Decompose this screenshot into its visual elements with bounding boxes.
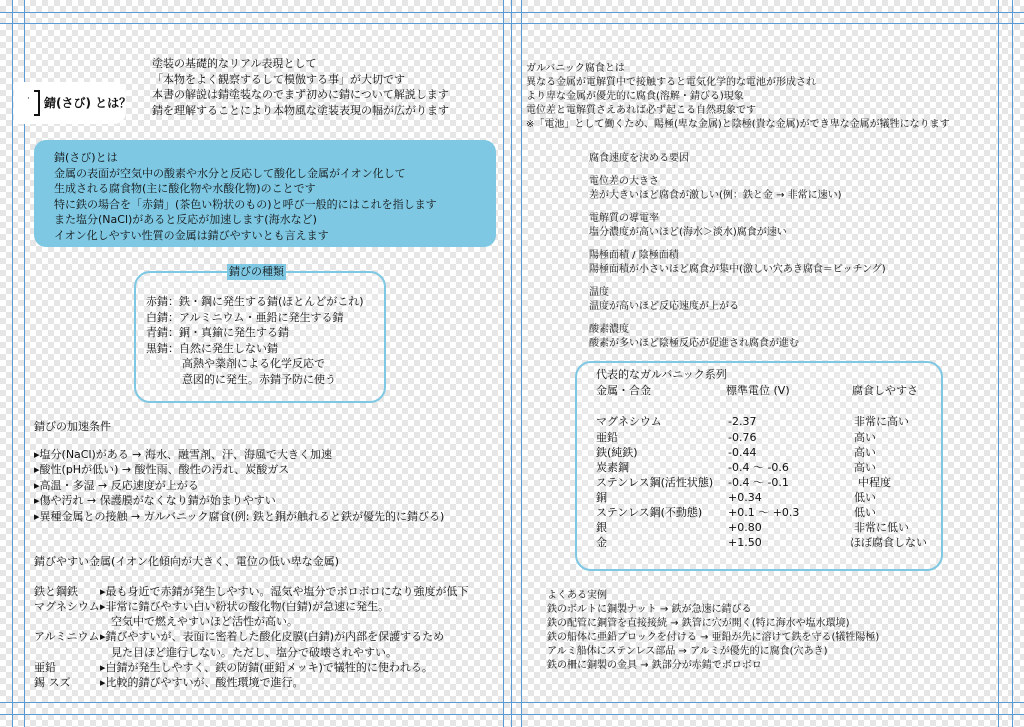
metal-desc: ▸比較的錆びやすいが、酸性環境で進行。 <box>100 676 304 690</box>
factor-name: 陽極面積 / 陰極面積 <box>589 250 679 261</box>
example-item: 鉄の配管に銅管を直接接続 → 鉄管に穴が開く(特に海水や塩水環境) <box>547 618 850 629</box>
factor-name: 電位差の大きさ <box>589 176 659 187</box>
guide-line <box>0 702 1024 703</box>
table-cell: 中程度 <box>858 476 891 489</box>
guide-line <box>511 0 512 727</box>
factors-section <box>589 152 886 351</box>
table-row <box>596 520 936 535</box>
example-item: 鉄の柵に銅製の金具 → 鉄部分が赤錆でボロボロ <box>547 660 762 671</box>
intro-text <box>152 56 449 118</box>
table-header-cell: 金属・合金 <box>596 384 651 397</box>
metal-row <box>34 584 469 599</box>
acceleration-item: ▸異種金属との接触 → ガルバニック腐食(例: 鉄と銅が触れると鉄が優先的に錆びる) <box>34 509 445 523</box>
table-row <box>596 430 936 445</box>
rust-type-item: 青錆：銅・真鍮に発生する錆 <box>146 326 289 339</box>
factor-name: 酸素濃度 <box>589 324 629 335</box>
table-cell: 金 <box>596 536 607 549</box>
metal-name: アルミニウム <box>34 630 100 644</box>
definition-line: 特に鉄の場合を「赤錆」(茶色い粉状のもの)と呼び一般的にはこれを指します <box>54 197 437 211</box>
metal-desc: ▸白錆が発生しやすく、鉄の防錆(亜鉛メッキ)で犠牲的に使われる。 <box>100 660 433 674</box>
metals-section <box>34 554 469 691</box>
heading-bracket <box>34 90 40 116</box>
definition-line: イオン化しやすい性質の金属は錆びやすいとも言えます <box>54 228 329 242</box>
table-cell: 高い <box>854 431 876 444</box>
table-cell: -0.4 〜 -0.1 <box>728 476 789 489</box>
acceleration-item: ▸高温・多湿 → 反応速度が上がる <box>34 478 199 492</box>
metal-desc: 見た目ほど進行しない。ただし、塩分で破壊されやすい。 <box>100 645 397 659</box>
rust-type-item: 赤錆：鉄・鋼に発生する錆(ほとんどがこれ) <box>146 295 364 308</box>
acceleration-item: ▸傷や汚れ → 保護膜がなくなり錆が始まりやすい <box>34 494 276 507</box>
table-cell: 高い <box>854 446 876 459</box>
galvanic-line: より卑な金属が優先的に腐食(溶解・錆びる)現象 <box>526 91 744 102</box>
series-table-title: 代表的なガルバニック系列 <box>596 368 727 381</box>
table-cell: 炭素鋼 <box>596 461 629 474</box>
metal-desc: ▸非常に錆びやすい白い粉状の酸化物(白錆)が急速に発生。 <box>100 599 390 613</box>
table-cell: ほぼ腐食しない <box>850 536 927 549</box>
table-cell: マグネシウム <box>596 415 662 428</box>
factors-title: 腐食速度を決める要因 <box>589 153 689 164</box>
metal-name: マグネシウム <box>34 599 100 613</box>
intro-line: 本書の解説は錆塗装なのでまず初めに錆について解説します <box>152 88 449 101</box>
metal-name <box>34 614 100 629</box>
definition-line: 金属の表面が空気中の酸素や水分と反応して酸化し金属がイオン化して <box>54 166 406 180</box>
acceleration-item: ▸酸性(pHが低い) → 酸性雨、酸性の汚れ、炭酸ガス <box>34 463 290 476</box>
definition-line: 生成される腐食物(主に酸化物や水酸化物)のことです <box>54 182 316 195</box>
guide-line <box>0 714 1024 715</box>
factor-desc: 差が大きいほど腐食が激しい(例：鉄と金 → 非常に速い) <box>589 190 842 201</box>
metal-row <box>34 629 469 644</box>
table-row <box>596 460 936 475</box>
table-cell: +0.80 <box>728 521 762 534</box>
intro-line: 錆を理解することにより本物風な塗装表現の幅が広がります <box>152 103 449 117</box>
definition-line: 錆(さび)とは <box>54 151 118 164</box>
factor-desc: 陽極面積が小さいほど腐食が集中(激しい穴あき腐食＝ピッチング) <box>589 264 886 275</box>
example-item: 鉄の船体に亜鉛ブロックを付ける → 亜鉛が先に溶けて鉄を守る(犠牲陽極) <box>547 632 880 643</box>
metal-name: 亜鉛 <box>34 660 56 674</box>
galvanic-line: 異なる金属が電解質中で接触すると電気化学的な電池が形成され <box>526 77 816 88</box>
table-cell: 鉄(純鉄) <box>596 446 638 459</box>
galvanic-section <box>526 62 950 132</box>
table-header-cell: 標準電位 (V) <box>726 384 790 397</box>
table-cell: 銅 <box>596 491 607 504</box>
table-row <box>596 445 936 460</box>
table-cell: ステンレス鋼(不動態) <box>596 506 703 519</box>
guide-line <box>998 0 999 727</box>
table-cell: 亜鉛 <box>596 431 618 444</box>
table-cell: 高い <box>854 461 876 474</box>
table-cell: -0.44 <box>728 446 757 459</box>
rust-types-title: 錆びの種類 <box>229 265 284 278</box>
metals-title: 錆びやすい金属(イオン化傾向が大きく、電位の低い卑な金属) <box>34 555 340 568</box>
metal-row <box>34 675 469 690</box>
galvanic-line: ※「電池」として働くため、陽極(卑な金属)と陰極(貴な金属)ができ卑な金属が犠牲になります <box>526 119 950 130</box>
table-cell: -0.76 <box>728 431 757 444</box>
metal-desc: 空気中で燃えやすいほど活性が高い。 <box>100 615 298 629</box>
factor-desc: 酸素が多いほど陰極反応が促進され腐食が進む <box>589 338 799 349</box>
metal-row <box>34 645 469 660</box>
definition-text <box>54 150 437 243</box>
guide-line <box>503 0 504 727</box>
galvanic-line: 電位差と電解質さえあれば必ず起こる自然現象です <box>526 105 756 116</box>
table-cell: 低い <box>854 506 876 519</box>
metal-row <box>34 614 469 629</box>
examples-section <box>547 589 879 673</box>
metal-name: 錫 スズ <box>34 676 71 690</box>
factor-desc: 温度が高いほど反応速度が上がる <box>589 301 739 312</box>
table-cell: 非常に低い <box>854 521 909 534</box>
metal-name: 鉄と鋼鉄 <box>34 584 78 598</box>
guide-line <box>1012 0 1013 727</box>
definition-line: また塩分(NaCl)があると反応が加速します(海水など) <box>54 213 317 226</box>
metal-row <box>34 660 469 675</box>
table-row <box>596 535 936 550</box>
table-header-row <box>596 383 936 398</box>
rust-type-item: 白錆：アルミニウム・亜鉛に発生する錆 <box>146 310 344 324</box>
galvanic-line: ガルバニック腐食とは <box>526 63 625 74</box>
metal-row <box>34 599 469 614</box>
example-item: 鉄のボルトに銅製ナット → 鉄が急速に錆びる <box>547 604 752 615</box>
table-cell: ステンレス鋼(活性状態) <box>596 476 714 489</box>
acceleration-section <box>34 419 444 524</box>
table-row <box>596 475 936 490</box>
table-header-cell: 腐食しやすさ <box>852 384 918 397</box>
metal-name <box>34 645 100 660</box>
rust-type-extra: 意図的に発生。赤錆予防に使う <box>182 372 336 386</box>
example-item: アルミ船体にステンレス部品 → アルミが優先的に腐食(穴あき) <box>547 646 828 657</box>
table-cell: +0.1 〜 +0.3 <box>728 506 800 519</box>
factor-name: 電解質の導電率 <box>589 213 659 224</box>
table-cell: +1.50 <box>728 536 762 549</box>
page-title: 錆(さび) とは？ <box>44 96 132 110</box>
examples-title: よくある実例 <box>547 590 607 601</box>
table-cell: 非常に高い <box>854 415 909 428</box>
guide-line <box>0 23 1024 24</box>
table-cell: 低い <box>854 491 876 504</box>
intro-line: 「本物をよく観察するして模倣する事」が大切です <box>152 72 405 86</box>
table-row <box>596 505 936 520</box>
rust-types-list <box>146 294 364 387</box>
factor-name: 温度 <box>589 287 609 298</box>
table-cell: +0.34 <box>728 491 762 504</box>
guide-line <box>521 0 522 727</box>
metal-desc: ▸錆びやすいが、表面に密着した酸化皮膜(白錆)が内部を保護するため <box>100 630 445 644</box>
factor-desc: 塩分濃度が高いほど(海水＞淡水)腐食が速い <box>589 227 787 238</box>
guide-line <box>0 12 1024 13</box>
table-cell: 銀 <box>596 521 607 534</box>
intro-line: 塗装の基礎的なリアル表現として <box>152 57 317 70</box>
guide-line <box>12 0 13 727</box>
metal-desc: ▸最も身近で赤錆が発生しやすい。湿気や塩分でボロボロになり強度が低下 <box>100 584 469 598</box>
table-row <box>596 490 936 505</box>
bracket-tick: · <box>27 94 30 104</box>
rust-type-extra: 高熱や薬剤による化学反応で <box>182 357 325 370</box>
acceleration-title: 錆びの加速条件 <box>34 420 111 433</box>
rust-type-item: 黒錆：自然に発生しない錆 <box>146 341 278 355</box>
table-cell: -0.4 〜 -0.6 <box>728 461 789 474</box>
acceleration-item: ▸塩分(NaCl)がある → 海水、融雪剤、汗、海風で大きく加速 <box>34 447 333 461</box>
table-row <box>596 414 936 429</box>
table-cell: -2.37 <box>728 415 757 428</box>
